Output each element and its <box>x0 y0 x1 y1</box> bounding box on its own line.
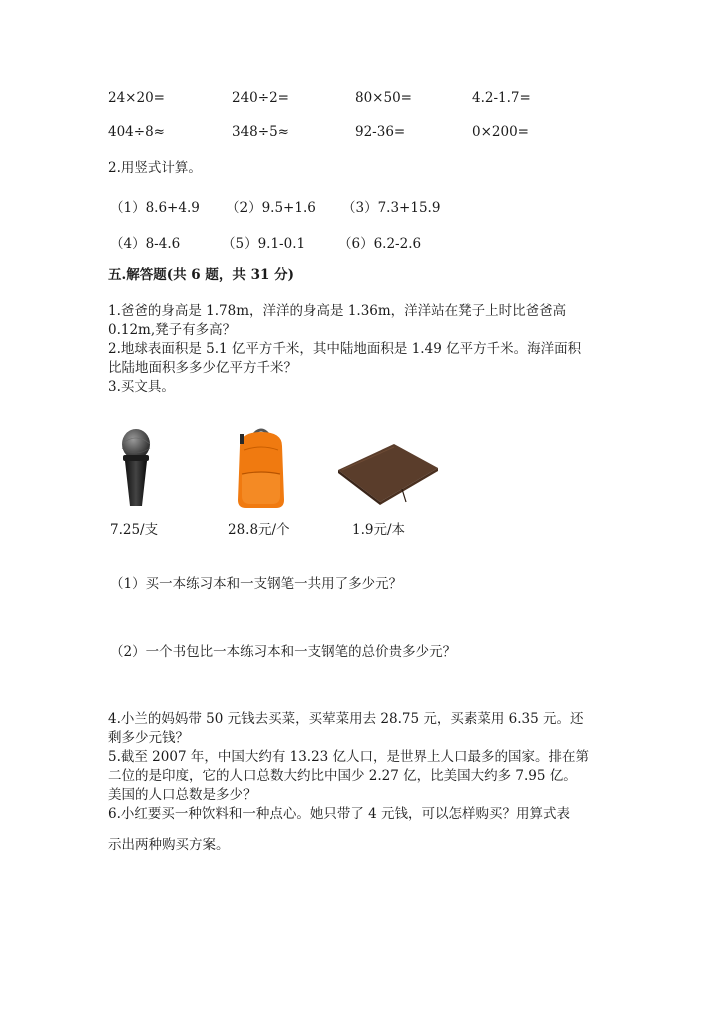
problem-5-line: 二位的是印度，它的人口总数大约比中国少 2.27 亿，比美国大约多 7.95 亿。 <box>108 768 577 784</box>
section-5-heading: 五.解答题(共 6 题，共 31 分) <box>108 267 294 283</box>
price-label: 7.25/支 <box>110 522 159 538</box>
sub-question-1: （1）买一本练习本和一支钢笔一共用了多少元？ <box>110 576 403 592</box>
problem-6-line: 示出两种购买方案。 <box>108 837 230 853</box>
price-label: 1.9元/本 <box>352 522 406 538</box>
problem-5-line: 美国的人口总数是多少？ <box>108 787 257 803</box>
problem-2-line: 比陆地面积多多少亿平方千米？ <box>108 360 297 376</box>
vertical-calc-item: （6）6.2-2.6 <box>338 236 422 252</box>
problem-1-line: 0.12m,凳子有多高？ <box>108 322 237 338</box>
calc-item: 92-36= <box>355 124 406 140</box>
calc-item: 80×50= <box>355 90 412 106</box>
vertical-calc-item: （1）8.6+4.9 <box>110 200 200 216</box>
notebook-icon <box>336 440 440 506</box>
problem-3-title: 3.买文具。 <box>108 379 175 395</box>
problem-4-line: 4.小兰的妈妈带 50 元钱去买菜，买荤菜用去 28.75 元，买素菜用 6.35 元。还 <box>108 711 584 727</box>
question-2-title: 2.用竖式计算。 <box>108 160 202 176</box>
calc-item: 348÷5≈ <box>232 124 289 140</box>
calc-item: 0×200= <box>472 124 529 140</box>
calc-item: 404÷8≈ <box>108 124 165 140</box>
vertical-calc-item: （3）7.3+15.9 <box>342 200 441 216</box>
vertical-calc-item: （5）9.1-0.1 <box>222 236 306 252</box>
vertical-calc-item: （4）8-4.6 <box>110 236 181 252</box>
problem-6-line: 6.小红要买一种饮料和一种点心。她只带了 4 元钱，可以怎样购买？用算式表 <box>108 806 571 822</box>
calc-item: 240÷2= <box>232 90 289 106</box>
backpack-icon <box>232 426 290 510</box>
sub-question-2: （2）一个书包比一本练习本和一支钢笔的总价贵多少元？ <box>110 644 457 660</box>
vertical-calc-item: （2）9.5+1.6 <box>226 200 316 216</box>
problem-2-line: 2.地球表面积是 5.1 亿平方千米，其中陆地面积是 1.49 亿平方千米。海洋面积 <box>108 341 582 357</box>
calc-item: 4.2-1.7= <box>472 90 531 106</box>
problem-4-line: 剩多少元钱？ <box>108 730 189 746</box>
problem-1-line: 1.爸爸的身高是 1.78m，洋洋的身高是 1.36m，洋洋站在凳子上时比爸爸高 <box>108 303 567 319</box>
microphone-icon <box>116 428 156 508</box>
price-label: 28.8元/个 <box>228 522 290 538</box>
calc-item: 24×20= <box>108 90 165 106</box>
problem-5-line: 5.截至 2007 年，中国大约有 13.23 亿人口，是世界上人口最多的国家。排在第 <box>108 749 590 765</box>
